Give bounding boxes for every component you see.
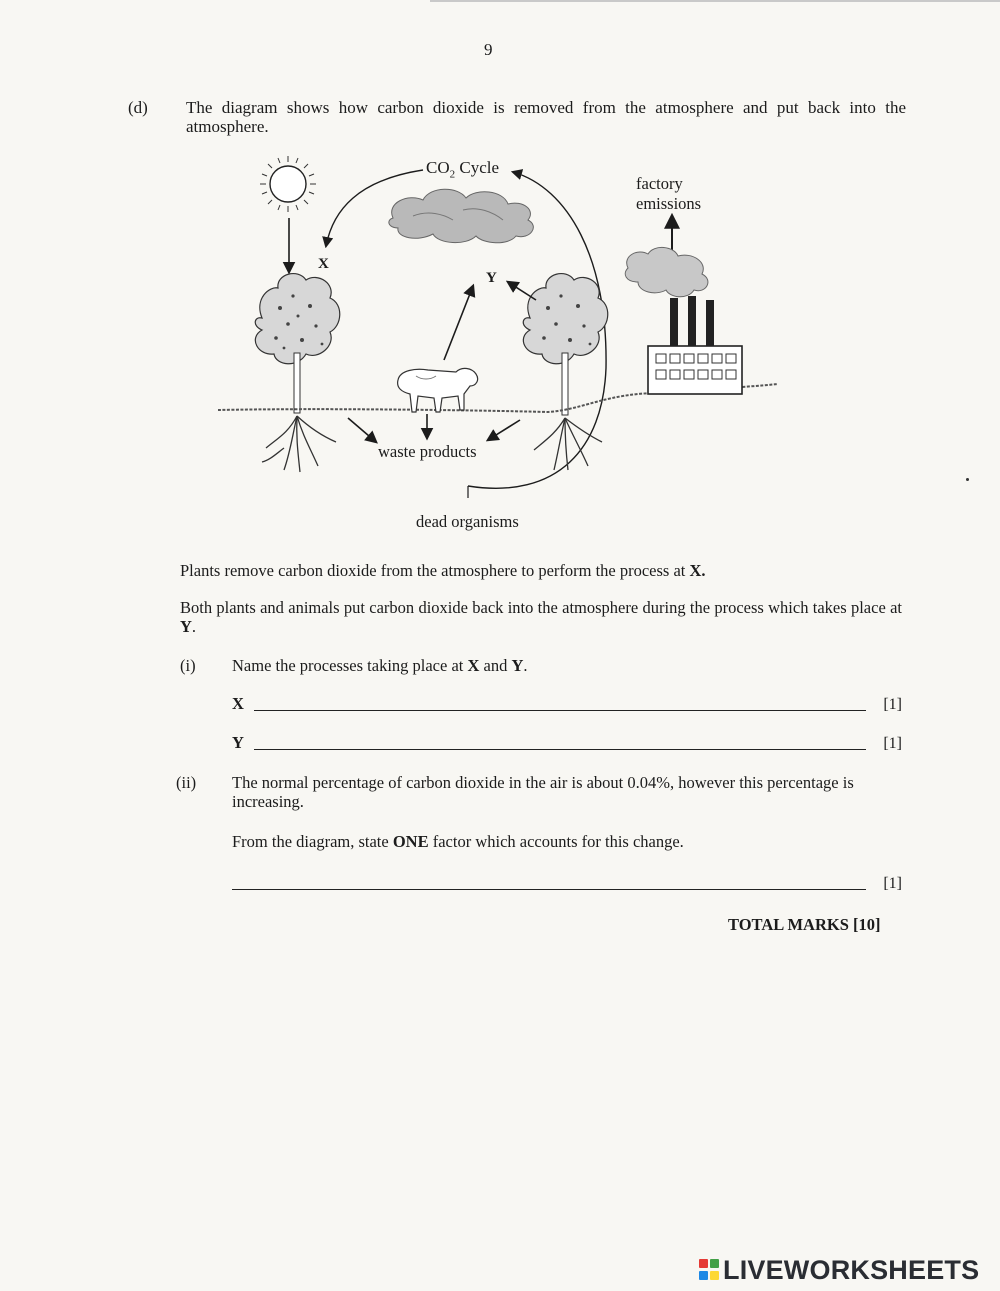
right-tree-to-waste-arrow [488,420,520,440]
liveworksheets-icon [698,1258,720,1282]
diagram-label-y: Y [486,270,497,286]
question-i-text: Name the processes taking place at X and Y. [232,656,528,675]
answer-ii-line[interactable] [232,889,866,890]
co2-cycle-diagram [218,148,778,538]
answer-y-marks: [1] [883,735,902,752]
answer-x-line[interactable] [254,710,866,711]
brand-name: LIVEWORKSHEETS [723,1254,980,1285]
answer-x-marks: [1] [883,696,902,713]
sun-icon [260,156,316,212]
page-number: 9 [484,40,493,59]
left-tree-to-waste-arrow [348,418,376,442]
question-ii-text: The normal percentage of carbon dioxide in the air is about 0.04%, however this percentage is increasing. [232,773,854,811]
answer-y-row[interactable] [232,733,902,755]
statement-x: Plants remove carbon dioxide from the atmosphere to perform the process at X. [180,561,706,580]
answer-ii-row[interactable] [232,873,902,895]
part-label: (d) [128,98,148,117]
tree-to-y-arrow [508,282,536,300]
factory-icon [625,247,742,394]
question-ii-number: (ii) [176,773,197,792]
scan-speck [966,478,969,481]
total-marks: TOTAL MARKS [10] [728,915,881,934]
statement-y: Both plants and animals put carbon dioxide back into the atmosphere during the process which takes place at Y. [180,598,902,636]
cloud-icon [389,189,533,243]
question-i-number: (i) [180,656,196,675]
diagram-label-x: X [318,256,329,272]
left-tree-icon [255,274,340,472]
cycle-title: $CO_2$ Cycle [426,158,500,181]
answer-x-row[interactable] [232,694,902,716]
cow-to-y-arrow [444,286,473,360]
factory-emissions-label: factory emissions [636,174,702,213]
waste-products-label: waste products [378,442,477,461]
answer-ii-marks: [1] [883,875,902,892]
question-ii-prompt: From the diagram, state ONE factor which accounts for this change. [232,832,684,851]
dead-organisms-label: dead organisms [416,512,519,531]
part-intro: The diagram shows how carbon dioxide is removed from the atmosphere and put back into the atmosphere. [186,98,906,136]
answer-x-label: X [232,694,244,713]
answer-y-label: Y [232,733,244,752]
cow-icon [398,368,478,412]
liveworksheets-logo [698,1255,979,1285]
answer-y-line[interactable] [254,749,866,750]
right-tree-icon [523,274,608,470]
scan-edge-line [430,0,1000,2]
